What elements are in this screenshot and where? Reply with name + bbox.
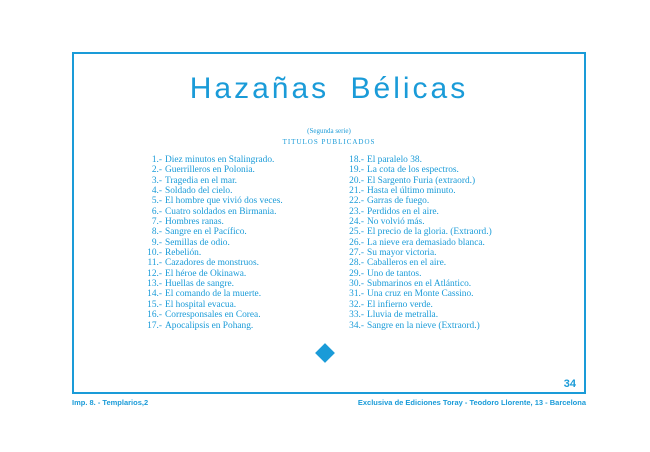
title-list-item: [344, 155, 492, 165]
title-number: 16.-: [147, 310, 162, 321]
title-list-item: [344, 165, 492, 175]
title-text: Corresponsales en Corea.: [165, 310, 261, 321]
title-list-item: [142, 310, 283, 320]
title-list-item: [344, 238, 492, 248]
titles-list-right: [344, 155, 492, 331]
title-number: 17.-: [147, 320, 162, 331]
title-text: Rebelión.: [165, 248, 202, 259]
title-number: 33.-: [349, 310, 364, 321]
title-text: Lluvia de metralla.: [367, 310, 439, 321]
title-list-item: [142, 196, 283, 206]
title-text: Una cruz en Monte Cassino.: [367, 289, 474, 300]
title-list-item: [344, 321, 492, 331]
title-list-item: [344, 176, 492, 186]
title-number: 34.-: [349, 320, 364, 331]
title-text: El Sargento Furia (extraord.): [367, 175, 476, 186]
title-text: Semillas de odio.: [165, 237, 230, 248]
title-text: El paralelo 38.: [367, 155, 422, 165]
title-number: 27.-: [349, 248, 364, 259]
title-number: 10.-: [147, 248, 162, 259]
title-list-item: [142, 165, 283, 175]
title-text: Su mayor victoria.: [367, 248, 437, 259]
title-number: 7.-: [151, 217, 162, 228]
title-text: Soldado del cielo.: [165, 186, 233, 197]
title-number: 6.-: [151, 206, 162, 217]
title-text: Garras de fuego.: [367, 196, 430, 207]
title-number: 15.-: [147, 299, 162, 310]
title-number: 24.-: [349, 217, 364, 228]
title-text: Submarinos en el Atlántico.: [367, 279, 472, 290]
title-list-item: [142, 238, 283, 248]
title-text: Sangre en el Pacífico.: [165, 227, 247, 238]
titles-list-left: [142, 155, 283, 331]
title-list-item: [142, 269, 283, 279]
title-text: Sangre en la nieve (Extraord.): [367, 320, 480, 331]
title-list-item: [142, 217, 283, 227]
title-number: 14.-: [147, 289, 162, 300]
title-list-item: [344, 300, 492, 310]
title-list-item: [142, 155, 283, 165]
title-list-item: [142, 321, 283, 331]
title-list-item: [142, 300, 283, 310]
title-text: Cazadores de monstruos.: [165, 258, 259, 269]
title-text: El héroe de Okinawa.: [165, 268, 247, 279]
title-text: Uno de tantos.: [367, 268, 422, 279]
title-list-item: [142, 227, 283, 237]
title-number: 1.-: [151, 155, 162, 165]
title-list-item: [142, 207, 283, 217]
title-number: 28.-: [349, 258, 364, 269]
title-text: Hasta el último minuto.: [367, 186, 456, 197]
title-text: Huellas de sangre.: [165, 279, 234, 290]
title-list-item: [142, 176, 283, 186]
page-number: 34: [563, 378, 576, 390]
title-text: Diez minutos en Stalingrado.: [165, 155, 275, 165]
title-number: 22.-: [349, 196, 364, 207]
title-text: Hombres ranas.: [165, 217, 224, 228]
title-list-item: [344, 248, 492, 258]
title-list-item: [142, 289, 283, 299]
title-list-item: [344, 269, 492, 279]
title-number: 8.-: [151, 227, 162, 238]
title-list-item: [142, 248, 283, 258]
title-list-item: [344, 258, 492, 268]
title-text: El hombre que vivió dos veces.: [165, 196, 283, 207]
list-heading: TITULOS PUBLICADOS: [282, 138, 376, 146]
footer-printer: Imp. 8. - Templarios,2: [72, 398, 149, 407]
title-number: 18.-: [349, 155, 364, 165]
title-number: 29.-: [349, 268, 364, 279]
series-label: (Segunda serie): [307, 127, 351, 135]
title-number: 21.-: [349, 186, 364, 197]
title-text: La nieve era demasiado blanca.: [367, 237, 485, 248]
title-text: El precio de la gloria. (Extraord.): [367, 227, 492, 238]
title-list-item: [344, 186, 492, 196]
title-number: 25.-: [349, 227, 364, 238]
title-number: 12.-: [147, 268, 162, 279]
title-number: 9.-: [151, 237, 162, 248]
footer-publisher: Exclusiva de Ediciones Toray - Teodoro Llorente, 13 - Barcelona: [357, 398, 586, 407]
title-number: 26.-: [349, 237, 364, 248]
title-text: El hospital evacua.: [165, 299, 237, 310]
diamond-ornament-icon: [315, 343, 335, 363]
title-number: 3.-: [151, 175, 162, 186]
title-text: No volvió más.: [367, 217, 425, 228]
title-number: 2.-: [151, 165, 162, 176]
title-number: 30.-: [349, 279, 364, 290]
page-title: Hazañas Bélicas: [189, 72, 469, 105]
title-number: 5.-: [151, 196, 162, 207]
title-list-item: [344, 289, 492, 299]
title-list-item: [142, 279, 283, 289]
title-number: 4.-: [151, 186, 162, 197]
title-text: Perdidos en el aire.: [367, 206, 439, 217]
title-text: Caballeros en el aire.: [367, 258, 447, 269]
title-number: 32.-: [349, 299, 364, 310]
page-frame: [72, 52, 586, 394]
title-text: Apocalipsis en Pohang.: [165, 320, 254, 331]
title-text: El comando de la muerte.: [165, 289, 262, 300]
title-list-item: [142, 186, 283, 196]
title-text: Cuatro soldados en Birmania.: [165, 206, 277, 217]
title-list-item: [344, 196, 492, 206]
title-text: La cota de los espectros.: [367, 165, 459, 176]
title-list-item: [142, 258, 283, 268]
title-list-item: [344, 279, 492, 289]
title-text: Tragedia en el mar.: [165, 175, 238, 186]
title-list-item: [344, 227, 492, 237]
title-number: 13.-: [147, 279, 162, 290]
title-list-item: [344, 310, 492, 320]
title-text: Guerrilleros en Polonia.: [165, 165, 255, 176]
title-list-item: [344, 217, 492, 227]
title-number: 23.-: [349, 206, 364, 217]
title-number: 19.-: [349, 165, 364, 176]
title-number: 20.-: [349, 175, 364, 186]
title-list-item: [344, 207, 492, 217]
title-number: 31.-: [349, 289, 364, 300]
title-number: 11.-: [147, 258, 162, 269]
title-text: El infierno verde.: [367, 299, 433, 310]
